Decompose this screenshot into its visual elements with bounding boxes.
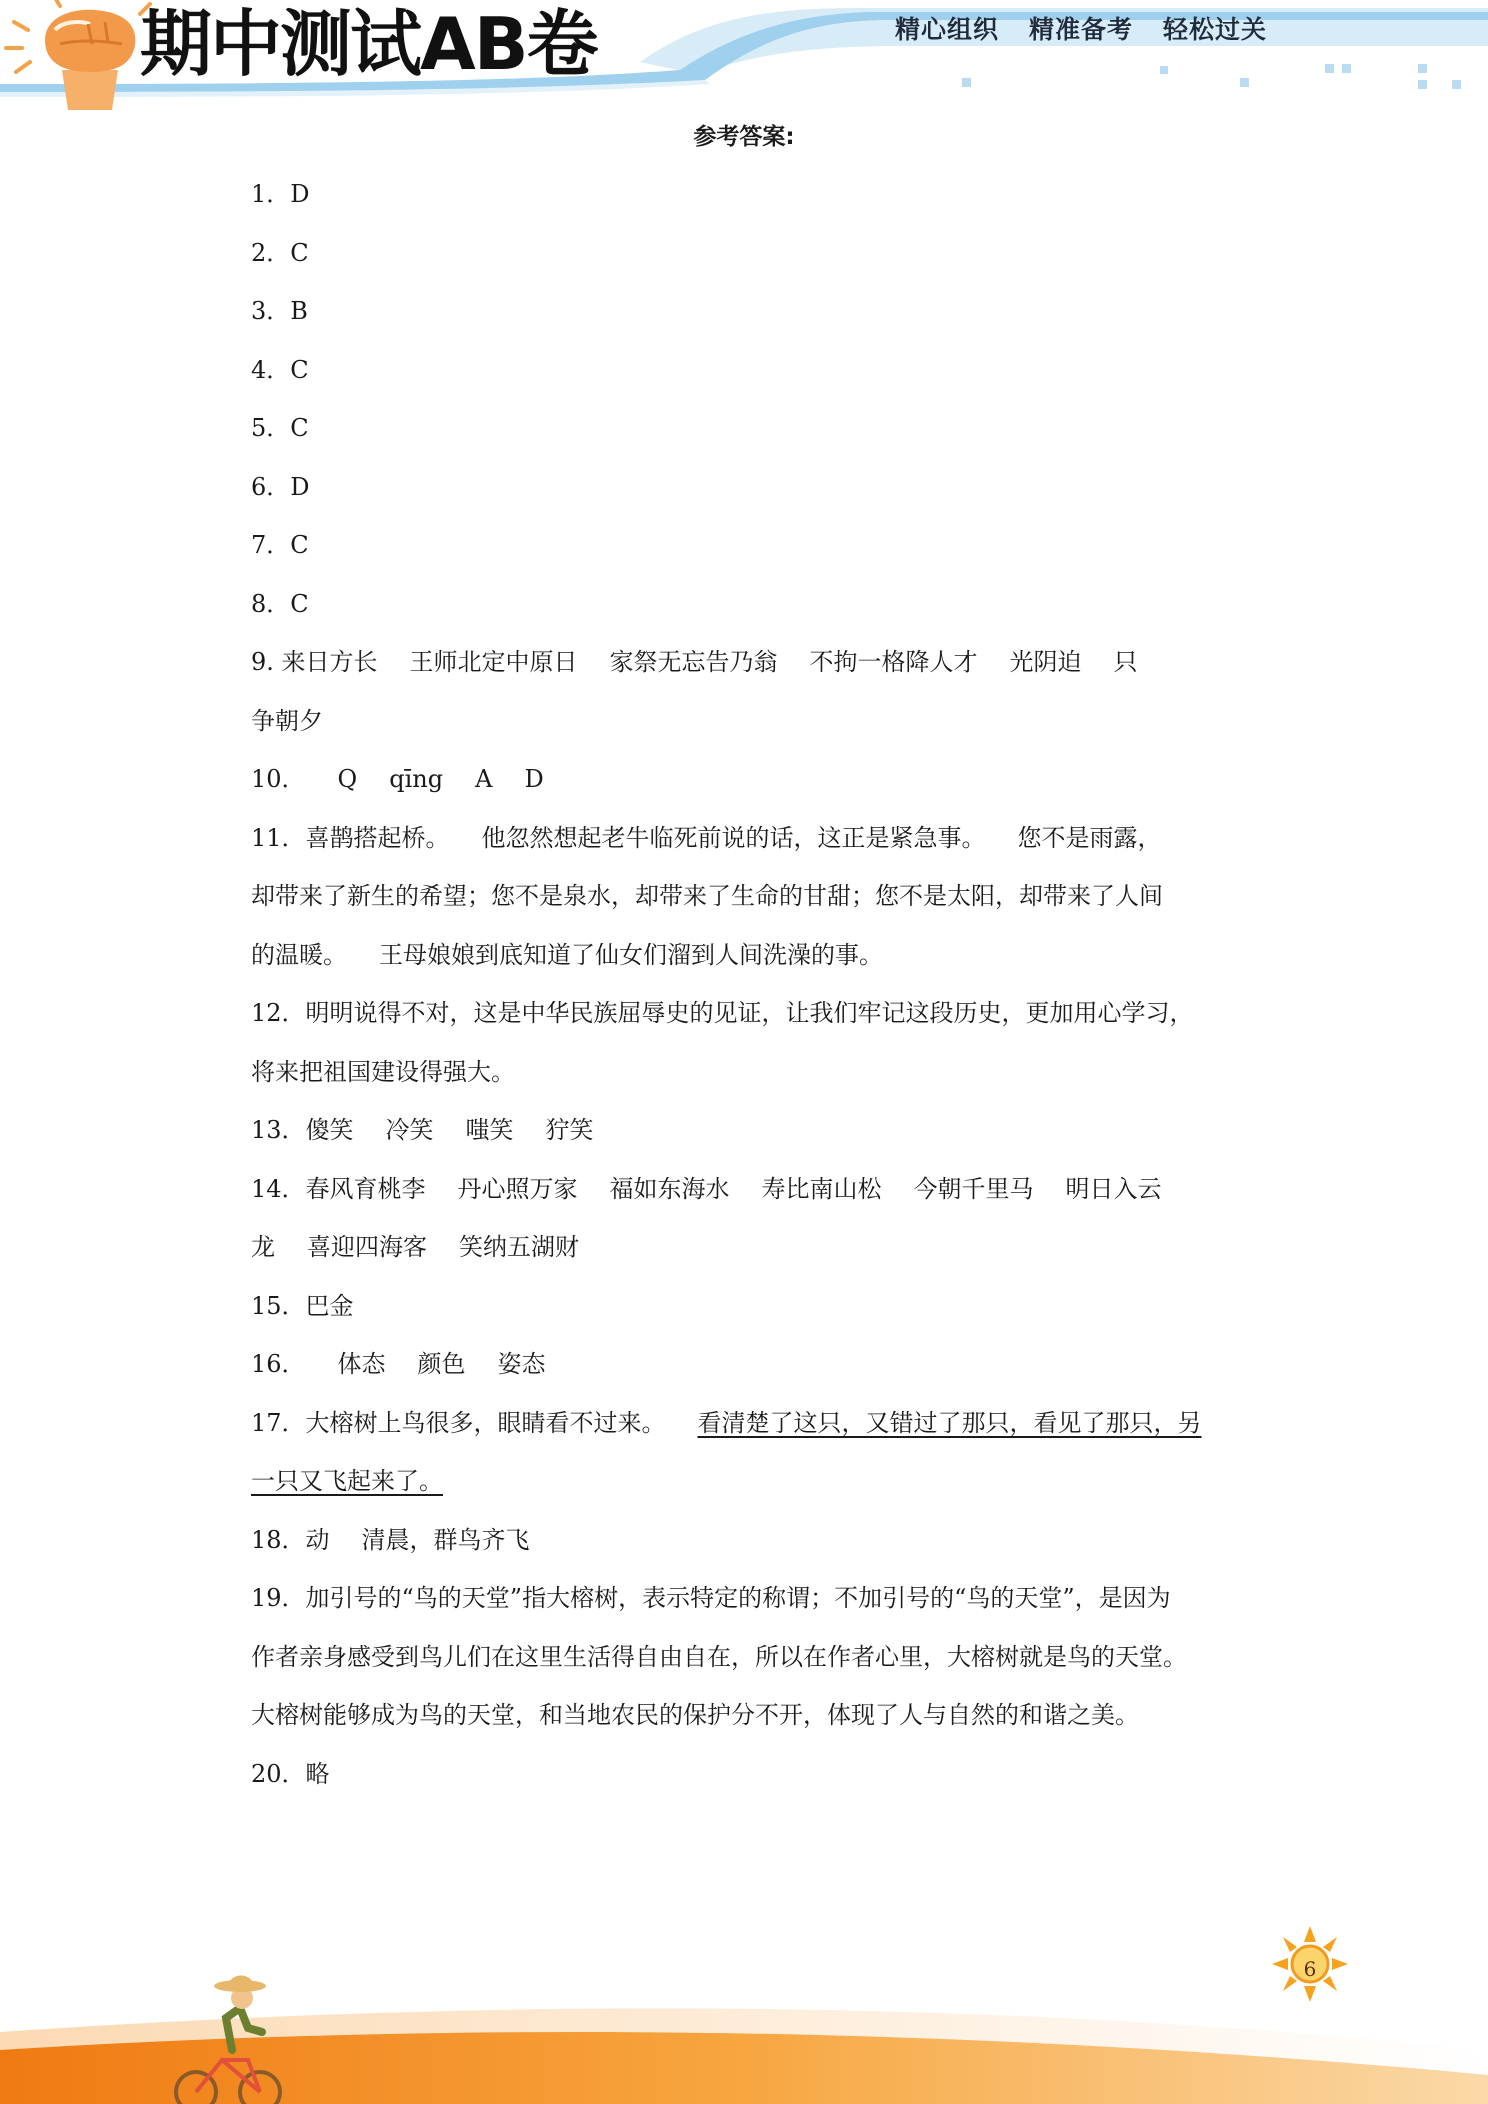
answer-item	[251, 984, 1241, 1043]
answer-text: 今朝千里马	[913, 1174, 1034, 1203]
page-header	[0, 0, 1488, 110]
answer-item	[251, 1569, 1241, 1628]
answer-text: 将来把祖国建设得强大。	[251, 1057, 515, 1086]
answer-item	[251, 1160, 1241, 1219]
answer-item	[251, 399, 1241, 458]
answer-text: 作者亲身感受到鸟儿们在这里生活得自由自在，所以在作者心里，大榕树就是鸟的天堂。	[251, 1642, 1187, 1671]
answer-text: 17．大榕树上鸟很多，眼睛看不过来。	[251, 1408, 666, 1437]
answer-item	[251, 516, 1241, 575]
answer-text: 2．C	[251, 238, 309, 267]
answer-text: 姿态	[497, 1350, 546, 1378]
answer-text: 看清楚了这只，又错过了那只，看见了那只，另	[697, 1408, 1202, 1437]
answer-item	[251, 1101, 1241, 1160]
answer-item	[251, 224, 1241, 283]
answer-item	[251, 750, 1241, 809]
answer-text: 他忽然想起老牛临死前说的话，这正是紧急事。	[481, 823, 986, 852]
answer-text: 明日入云	[1065, 1174, 1162, 1203]
answer-text: 8．C	[251, 589, 309, 618]
header-slogans	[895, 10, 1267, 46]
answer-text: 9. 来日方长	[251, 648, 378, 676]
answer-text: 寿比南山松	[761, 1174, 882, 1203]
answer-item	[251, 282, 1241, 341]
answer-text: 家祭无忘告乃翁	[609, 648, 778, 676]
answer-text: 14．春风育桃李	[251, 1174, 426, 1203]
answer-text: 20．略	[251, 1759, 330, 1788]
answer-text: 光阴迫	[1009, 648, 1082, 676]
answer-text: 4．C	[251, 355, 309, 384]
answer-item	[251, 341, 1241, 400]
answer-item-continuation	[251, 1043, 1241, 1102]
slogan-3: 轻松过关	[1163, 15, 1268, 44]
answer-text: 福如东海水	[609, 1174, 730, 1203]
answer-text: A	[475, 765, 493, 793]
answer-item	[251, 458, 1241, 517]
answer-text: Q	[337, 765, 358, 793]
answer-item-continuation	[251, 1628, 1241, 1687]
answer-text: 1．D	[251, 180, 310, 208]
answer-item-continuation	[251, 1452, 1241, 1511]
answer-item-continuation	[251, 867, 1241, 926]
answer-text: 16．	[251, 1350, 306, 1378]
answer-text: 丹心照万家	[457, 1174, 578, 1203]
answer-item-continuation	[251, 926, 1241, 985]
answer-item	[251, 165, 1241, 224]
answer-text: 13．傻笑	[251, 1116, 354, 1144]
answer-text: 只	[1113, 648, 1138, 676]
answer-text: 您不是雨露，	[1017, 823, 1162, 852]
answer-text: 嗤笑	[465, 1116, 514, 1144]
answer-text: 争朝夕	[251, 706, 323, 735]
answer-item-continuation	[251, 1686, 1241, 1745]
answer-text: 5．C	[251, 414, 309, 442]
answer-text: 6．D	[251, 472, 310, 501]
answer-text: 王母娘娘到底知道了仙女们溜到人间洗澡的事。	[379, 940, 883, 969]
answer-item	[251, 575, 1241, 634]
answer-text: 王师北定中原日	[409, 648, 578, 676]
answer-item	[251, 1745, 1241, 1804]
answer-text: 12．明明说得不对，这是中华民族屈辱史的见证，让我们牢记这段历史，更加用心学习，	[251, 999, 1194, 1027]
answer-text: 体态	[337, 1350, 386, 1378]
answer-text: 18．动	[251, 1525, 330, 1554]
answer-text: 冷笑	[385, 1116, 434, 1144]
answer-text: 10．	[251, 765, 306, 793]
answer-text: 19．加引号的“鸟的天堂”指大榕树，表示特定的称谓；不加引号的“鸟的天堂”，是因为	[251, 1584, 1171, 1612]
answer-text: 7．C	[251, 531, 309, 559]
footer-banner-graphic	[0, 1900, 1488, 2104]
answer-text: 15．巴金	[251, 1291, 354, 1320]
page-number: 6	[1303, 1957, 1317, 1981]
answer-text: 狞笑	[545, 1116, 594, 1144]
answer-text: 龙	[251, 1233, 275, 1261]
answer-item-continuation	[251, 692, 1241, 751]
answer-text: 大榕树能够成为鸟的天堂，和当地农民的保护分不开，体现了人与自然的和谐之美。	[251, 1701, 1139, 1729]
page-footer	[0, 1900, 1488, 2104]
answer-text: 却带来了新生的希望；您不是泉水，却带来了生命的甘甜；您不是太阳，却带来了人间	[251, 882, 1163, 910]
answer-text: 一只又飞起来了。	[251, 1467, 443, 1495]
slogan-2: 精准备考	[1029, 15, 1134, 44]
answer-item	[251, 1335, 1241, 1394]
answer-text: 颜色	[417, 1350, 466, 1378]
answer-item	[251, 1394, 1241, 1453]
answer-text: 的温暖。	[251, 940, 347, 969]
answer-text: 清晨，群鸟齐飞	[361, 1525, 530, 1554]
answer-text: 喜迎四海客	[307, 1233, 427, 1261]
answer-item	[251, 809, 1241, 868]
answer-text: 3．B	[251, 297, 308, 325]
answer-list	[251, 165, 1241, 1803]
answer-item-continuation	[251, 1218, 1241, 1277]
answer-text: 笑纳五湖财	[459, 1233, 579, 1261]
answer-text: qīng	[389, 765, 444, 793]
banner-title: 期中测试AB卷	[140, 2, 597, 86]
answer-key-heading: 参考答案:	[693, 124, 795, 150]
slogan-1: 精心组织	[895, 15, 1000, 44]
answer-item	[251, 1277, 1241, 1336]
answer-text: 不拘一格降人才	[809, 648, 978, 676]
answer-item	[251, 1511, 1241, 1570]
answer-item	[251, 633, 1241, 692]
answer-text: 11．喜鹊搭起桥。	[251, 823, 450, 852]
answer-text: D	[524, 765, 544, 793]
